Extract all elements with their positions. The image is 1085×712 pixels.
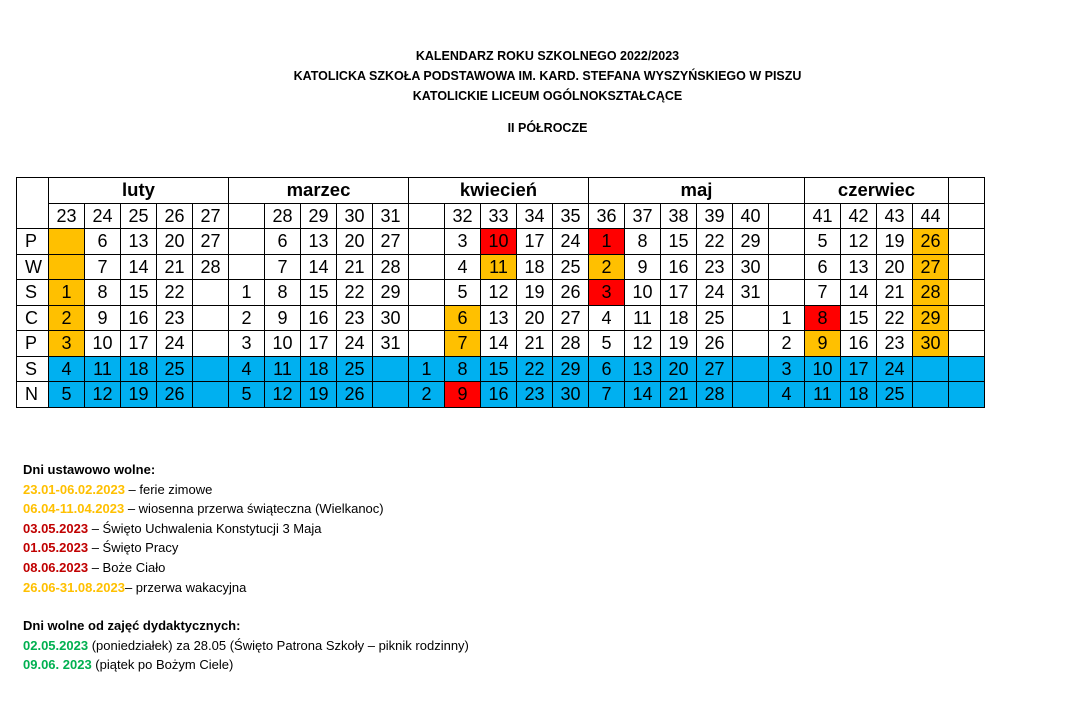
week-number-cell: 43 bbox=[877, 203, 913, 229]
date-cell bbox=[769, 254, 805, 280]
date-cell: 27 bbox=[193, 229, 229, 255]
date-cell: 17 bbox=[517, 229, 553, 255]
weekday-label: W bbox=[17, 254, 49, 280]
date-cell: 24 bbox=[553, 229, 589, 255]
date-cell: 13 bbox=[301, 229, 337, 255]
date-cell: 23 bbox=[517, 382, 553, 408]
date-cell: 3 bbox=[229, 331, 265, 357]
document-header bbox=[0, 46, 1085, 138]
date-cell: 20 bbox=[517, 305, 553, 331]
legend-description: – przerwa wakacyjna bbox=[124, 579, 247, 595]
legend-date: 06.04-11.04.2023 bbox=[23, 501, 125, 517]
date-cell bbox=[733, 356, 769, 382]
date-cell: 12 bbox=[481, 280, 517, 306]
date-cell: 19 bbox=[517, 280, 553, 306]
date-cell: 12 bbox=[265, 382, 301, 408]
legend-list-nonteaching bbox=[23, 636, 469, 675]
date-cell: 5 bbox=[445, 280, 481, 306]
date-cell: 23 bbox=[877, 331, 913, 357]
week-number-cell: 38 bbox=[661, 203, 697, 229]
date-cell bbox=[49, 229, 85, 255]
date-cell: 12 bbox=[841, 229, 877, 255]
date-cell: 13 bbox=[481, 305, 517, 331]
date-cell: 26 bbox=[553, 280, 589, 306]
date-cell: 30 bbox=[733, 254, 769, 280]
date-cell: 14 bbox=[625, 382, 661, 408]
date-cell: 1 bbox=[589, 229, 625, 255]
date-cell: 20 bbox=[661, 356, 697, 382]
date-cell: 5 bbox=[229, 382, 265, 408]
date-cell: 27 bbox=[553, 305, 589, 331]
legend-date: 01.05.2023 bbox=[23, 540, 89, 556]
date-cell: 10 bbox=[805, 356, 841, 382]
legend-description: – ferie zimowe bbox=[124, 481, 213, 497]
legend-item bbox=[23, 538, 469, 558]
date-cell: 4 bbox=[445, 254, 481, 280]
legend-date: 03.05.2023 bbox=[23, 520, 89, 536]
date-cell: 6 bbox=[265, 229, 301, 255]
date-cell: 22 bbox=[697, 229, 733, 255]
date-cell: 19 bbox=[877, 229, 913, 255]
date-cell: 17 bbox=[661, 280, 697, 306]
date-cell: 19 bbox=[121, 382, 157, 408]
date-cell: 4 bbox=[589, 305, 625, 331]
date-cell: 21 bbox=[337, 254, 373, 280]
date-cell: 29 bbox=[553, 356, 589, 382]
weekday-label: S bbox=[17, 356, 49, 382]
date-cell: 23 bbox=[337, 305, 373, 331]
week-number-cell bbox=[769, 203, 805, 229]
week-number-cell: 24 bbox=[85, 203, 121, 229]
legend-description: – Święto Uchwalenia Konstytucji 3 Maja bbox=[88, 520, 322, 536]
date-cell: 7 bbox=[445, 331, 481, 357]
date-cell: 17 bbox=[121, 331, 157, 357]
date-cell: 11 bbox=[481, 254, 517, 280]
weekday-label: N bbox=[17, 382, 49, 408]
date-cell bbox=[733, 305, 769, 331]
date-cell bbox=[733, 382, 769, 408]
day-row bbox=[17, 331, 985, 357]
date-cell: 15 bbox=[661, 229, 697, 255]
date-cell: 14 bbox=[481, 331, 517, 357]
date-cell bbox=[913, 382, 949, 408]
week-number-cell: 28 bbox=[265, 203, 301, 229]
date-cell: 20 bbox=[337, 229, 373, 255]
legend-description: – Święto Pracy bbox=[88, 540, 179, 556]
date-cell bbox=[49, 254, 85, 280]
date-cell: 18 bbox=[517, 254, 553, 280]
week-number-cell: 23 bbox=[49, 203, 85, 229]
week-number-row bbox=[17, 203, 985, 229]
date-cell: 19 bbox=[301, 382, 337, 408]
date-cell: 5 bbox=[49, 382, 85, 408]
date-cell bbox=[373, 382, 409, 408]
date-cell: 18 bbox=[121, 356, 157, 382]
date-cell: 16 bbox=[841, 331, 877, 357]
corner-cell bbox=[17, 178, 49, 229]
legend-date: 09.06. 2023 bbox=[23, 657, 92, 673]
date-cell: 3 bbox=[769, 356, 805, 382]
date-cell: 1 bbox=[229, 280, 265, 306]
date-cell bbox=[733, 331, 769, 357]
date-cell: 21 bbox=[157, 254, 193, 280]
date-cell: 6 bbox=[805, 254, 841, 280]
week-number-cell bbox=[409, 203, 445, 229]
month-header: marzec bbox=[229, 178, 409, 204]
date-cell: 23 bbox=[157, 305, 193, 331]
date-cell: 1 bbox=[49, 280, 85, 306]
date-cell bbox=[409, 305, 445, 331]
legend-heading-nonteaching: Dni wolne od zajęć dydaktycznych: bbox=[23, 618, 241, 634]
legend-item bbox=[23, 558, 469, 578]
date-cell: 18 bbox=[301, 356, 337, 382]
date-cell: 10 bbox=[481, 229, 517, 255]
date-cell: 4 bbox=[229, 356, 265, 382]
date-cell: 15 bbox=[481, 356, 517, 382]
date-cell: 14 bbox=[301, 254, 337, 280]
date-cell bbox=[193, 382, 229, 408]
date-cell: 15 bbox=[301, 280, 337, 306]
date-cell: 8 bbox=[805, 305, 841, 331]
date-cell: 16 bbox=[121, 305, 157, 331]
month-header: luty bbox=[49, 178, 229, 204]
date-cell: 8 bbox=[625, 229, 661, 255]
date-cell: 7 bbox=[265, 254, 301, 280]
date-cell bbox=[229, 229, 265, 255]
week-number-cell: 31 bbox=[373, 203, 409, 229]
date-cell: 11 bbox=[265, 356, 301, 382]
week-number-cell: 42 bbox=[841, 203, 877, 229]
date-cell bbox=[193, 305, 229, 331]
date-cell: 28 bbox=[193, 254, 229, 280]
date-cell: 24 bbox=[157, 331, 193, 357]
week-number-cell: 40 bbox=[733, 203, 769, 229]
date-cell: 20 bbox=[157, 229, 193, 255]
week-number-cell: 44 bbox=[913, 203, 949, 229]
date-cell: 31 bbox=[373, 331, 409, 357]
date-cell: 20 bbox=[877, 254, 913, 280]
date-cell: 16 bbox=[481, 382, 517, 408]
date-cell: 14 bbox=[841, 280, 877, 306]
legend-item bbox=[23, 636, 469, 656]
date-cell: 13 bbox=[841, 254, 877, 280]
school-year-title: KALENDARZ ROKU SZKOLNEGO 2022/2023 bbox=[415, 49, 680, 63]
calendar-table bbox=[16, 177, 985, 408]
date-cell: 12 bbox=[85, 382, 121, 408]
date-cell bbox=[949, 229, 985, 255]
week-number-cell bbox=[229, 203, 265, 229]
week-number-cell: 35 bbox=[553, 203, 589, 229]
date-cell: 8 bbox=[85, 280, 121, 306]
date-cell: 29 bbox=[913, 305, 949, 331]
date-cell: 28 bbox=[553, 331, 589, 357]
week-number-cell: 36 bbox=[589, 203, 625, 229]
date-cell: 3 bbox=[445, 229, 481, 255]
date-cell: 16 bbox=[301, 305, 337, 331]
date-cell: 19 bbox=[661, 331, 697, 357]
date-cell: 22 bbox=[157, 280, 193, 306]
date-cell: 6 bbox=[589, 356, 625, 382]
weekday-label: C bbox=[17, 305, 49, 331]
date-cell: 13 bbox=[625, 356, 661, 382]
date-cell bbox=[409, 229, 445, 255]
date-cell: 7 bbox=[589, 382, 625, 408]
legend-item bbox=[23, 578, 469, 598]
date-cell: 6 bbox=[85, 229, 121, 255]
date-cell bbox=[229, 254, 265, 280]
date-cell: 26 bbox=[337, 382, 373, 408]
date-cell: 26 bbox=[157, 382, 193, 408]
month-header: czerwiec bbox=[805, 178, 949, 204]
date-cell: 4 bbox=[769, 382, 805, 408]
day-row bbox=[17, 280, 985, 306]
date-cell: 9 bbox=[625, 254, 661, 280]
date-cell bbox=[949, 254, 985, 280]
date-cell: 17 bbox=[301, 331, 337, 357]
date-cell: 28 bbox=[373, 254, 409, 280]
date-cell: 27 bbox=[913, 254, 949, 280]
day-row bbox=[17, 382, 985, 408]
date-cell: 30 bbox=[373, 305, 409, 331]
date-cell: 9 bbox=[805, 331, 841, 357]
legend-description: – wiosenna przerwa świąteczna (Wielkanoc) bbox=[124, 501, 384, 517]
month-header: maj bbox=[589, 178, 805, 204]
week-number-cell: 25 bbox=[121, 203, 157, 229]
lyceum-name: KATOLICKIE LICEUM OGÓLNOKSZTAŁCĄCE bbox=[412, 89, 683, 103]
date-cell: 2 bbox=[49, 305, 85, 331]
date-cell: 6 bbox=[445, 305, 481, 331]
date-cell: 2 bbox=[229, 305, 265, 331]
date-cell: 29 bbox=[373, 280, 409, 306]
date-cell: 22 bbox=[517, 356, 553, 382]
date-cell: 8 bbox=[445, 356, 481, 382]
date-cell bbox=[949, 305, 985, 331]
week-number-cell bbox=[949, 203, 985, 229]
date-cell: 29 bbox=[733, 229, 769, 255]
date-cell: 25 bbox=[553, 254, 589, 280]
legend-item bbox=[23, 480, 469, 500]
date-cell: 5 bbox=[589, 331, 625, 357]
day-row bbox=[17, 254, 985, 280]
week-number-cell: 26 bbox=[157, 203, 193, 229]
date-cell: 7 bbox=[805, 280, 841, 306]
day-row bbox=[17, 229, 985, 255]
date-cell: 15 bbox=[121, 280, 157, 306]
school-name: KATOLICKA SZKOŁA PODSTAWOWA IM. KARD. STEFANA WYSZYŃSKIEGO W PISZU bbox=[293, 69, 802, 83]
date-cell: 10 bbox=[85, 331, 121, 357]
weekday-label: P bbox=[17, 229, 49, 255]
date-cell: 12 bbox=[625, 331, 661, 357]
week-number-cell: 37 bbox=[625, 203, 661, 229]
date-cell: 25 bbox=[157, 356, 193, 382]
week-number-cell: 39 bbox=[697, 203, 733, 229]
date-cell: 31 bbox=[733, 280, 769, 306]
week-number-cell: 32 bbox=[445, 203, 481, 229]
date-cell: 27 bbox=[373, 229, 409, 255]
date-cell: 11 bbox=[805, 382, 841, 408]
date-cell: 26 bbox=[697, 331, 733, 357]
week-number-cell: 34 bbox=[517, 203, 553, 229]
date-cell: 9 bbox=[85, 305, 121, 331]
date-cell: 10 bbox=[625, 280, 661, 306]
date-cell: 25 bbox=[697, 305, 733, 331]
month-header-empty bbox=[949, 178, 985, 204]
date-cell: 30 bbox=[913, 331, 949, 357]
date-cell: 28 bbox=[697, 382, 733, 408]
date-cell: 14 bbox=[121, 254, 157, 280]
date-cell bbox=[193, 331, 229, 357]
date-cell bbox=[409, 254, 445, 280]
week-number-cell: 29 bbox=[301, 203, 337, 229]
date-cell: 18 bbox=[661, 305, 697, 331]
legend-description: (poniedziałek) za 28.05 (Święto Patrona Szkoły – piknik rodzinny) bbox=[88, 637, 469, 653]
week-number-cell: 41 bbox=[805, 203, 841, 229]
date-cell: 24 bbox=[877, 356, 913, 382]
date-cell bbox=[949, 280, 985, 306]
date-cell: 21 bbox=[877, 280, 913, 306]
legend-item bbox=[23, 519, 469, 539]
date-cell bbox=[949, 382, 985, 408]
weekday-label: S bbox=[17, 280, 49, 306]
date-cell: 9 bbox=[265, 305, 301, 331]
legend-date: 26.06-31.08.2023 bbox=[23, 579, 125, 595]
date-cell: 10 bbox=[265, 331, 301, 357]
date-cell bbox=[769, 229, 805, 255]
date-cell: 11 bbox=[625, 305, 661, 331]
legend-description: – Boże Ciało bbox=[88, 559, 166, 575]
week-number-cell: 27 bbox=[193, 203, 229, 229]
month-header: kwiecień bbox=[409, 178, 589, 204]
date-cell: 8 bbox=[265, 280, 301, 306]
date-cell bbox=[913, 356, 949, 382]
date-cell: 21 bbox=[661, 382, 697, 408]
date-cell: 21 bbox=[517, 331, 553, 357]
date-cell bbox=[769, 280, 805, 306]
legend-date: 02.05.2023 bbox=[23, 637, 89, 653]
date-cell: 23 bbox=[697, 254, 733, 280]
legend-date: 23.01-06.02.2023 bbox=[23, 481, 125, 497]
date-cell: 1 bbox=[409, 356, 445, 382]
date-cell: 5 bbox=[805, 229, 841, 255]
date-cell bbox=[409, 280, 445, 306]
date-cell bbox=[193, 356, 229, 382]
legend-item bbox=[23, 655, 469, 675]
weekday-label: P bbox=[17, 331, 49, 357]
date-cell bbox=[373, 356, 409, 382]
date-cell: 2 bbox=[589, 254, 625, 280]
date-cell: 2 bbox=[409, 382, 445, 408]
date-cell: 25 bbox=[337, 356, 373, 382]
legend-date: 08.06.2023 bbox=[23, 559, 89, 575]
week-number-cell: 33 bbox=[481, 203, 517, 229]
semester-title: II PÓŁROCZE bbox=[507, 121, 588, 135]
date-cell: 13 bbox=[121, 229, 157, 255]
day-row bbox=[17, 356, 985, 382]
date-cell: 16 bbox=[661, 254, 697, 280]
date-cell bbox=[949, 356, 985, 382]
date-cell: 22 bbox=[877, 305, 913, 331]
legend-heading-statutory: Dni ustawowo wolne: bbox=[23, 462, 156, 477]
day-row bbox=[17, 305, 985, 331]
date-cell: 17 bbox=[841, 356, 877, 382]
month-row bbox=[17, 178, 985, 204]
legend-description: (piątek po Bożym Ciele) bbox=[91, 657, 234, 673]
date-cell bbox=[193, 280, 229, 306]
date-cell: 15 bbox=[841, 305, 877, 331]
date-cell: 7 bbox=[85, 254, 121, 280]
date-cell: 3 bbox=[589, 280, 625, 306]
date-cell: 28 bbox=[913, 280, 949, 306]
date-cell: 25 bbox=[877, 382, 913, 408]
date-cell: 11 bbox=[85, 356, 121, 382]
date-cell: 9 bbox=[445, 382, 481, 408]
date-cell: 24 bbox=[697, 280, 733, 306]
date-cell: 18 bbox=[841, 382, 877, 408]
date-cell: 30 bbox=[553, 382, 589, 408]
legend-item bbox=[23, 499, 469, 519]
date-cell: 3 bbox=[49, 331, 85, 357]
date-cell: 4 bbox=[49, 356, 85, 382]
date-cell: 2 bbox=[769, 331, 805, 357]
date-cell: 1 bbox=[769, 305, 805, 331]
date-cell: 26 bbox=[913, 229, 949, 255]
week-number-cell: 30 bbox=[337, 203, 373, 229]
date-cell bbox=[409, 331, 445, 357]
date-cell: 27 bbox=[697, 356, 733, 382]
legend bbox=[23, 460, 469, 675]
legend-list-statutory bbox=[23, 480, 469, 598]
date-cell bbox=[949, 331, 985, 357]
date-cell: 22 bbox=[337, 280, 373, 306]
date-cell: 24 bbox=[337, 331, 373, 357]
